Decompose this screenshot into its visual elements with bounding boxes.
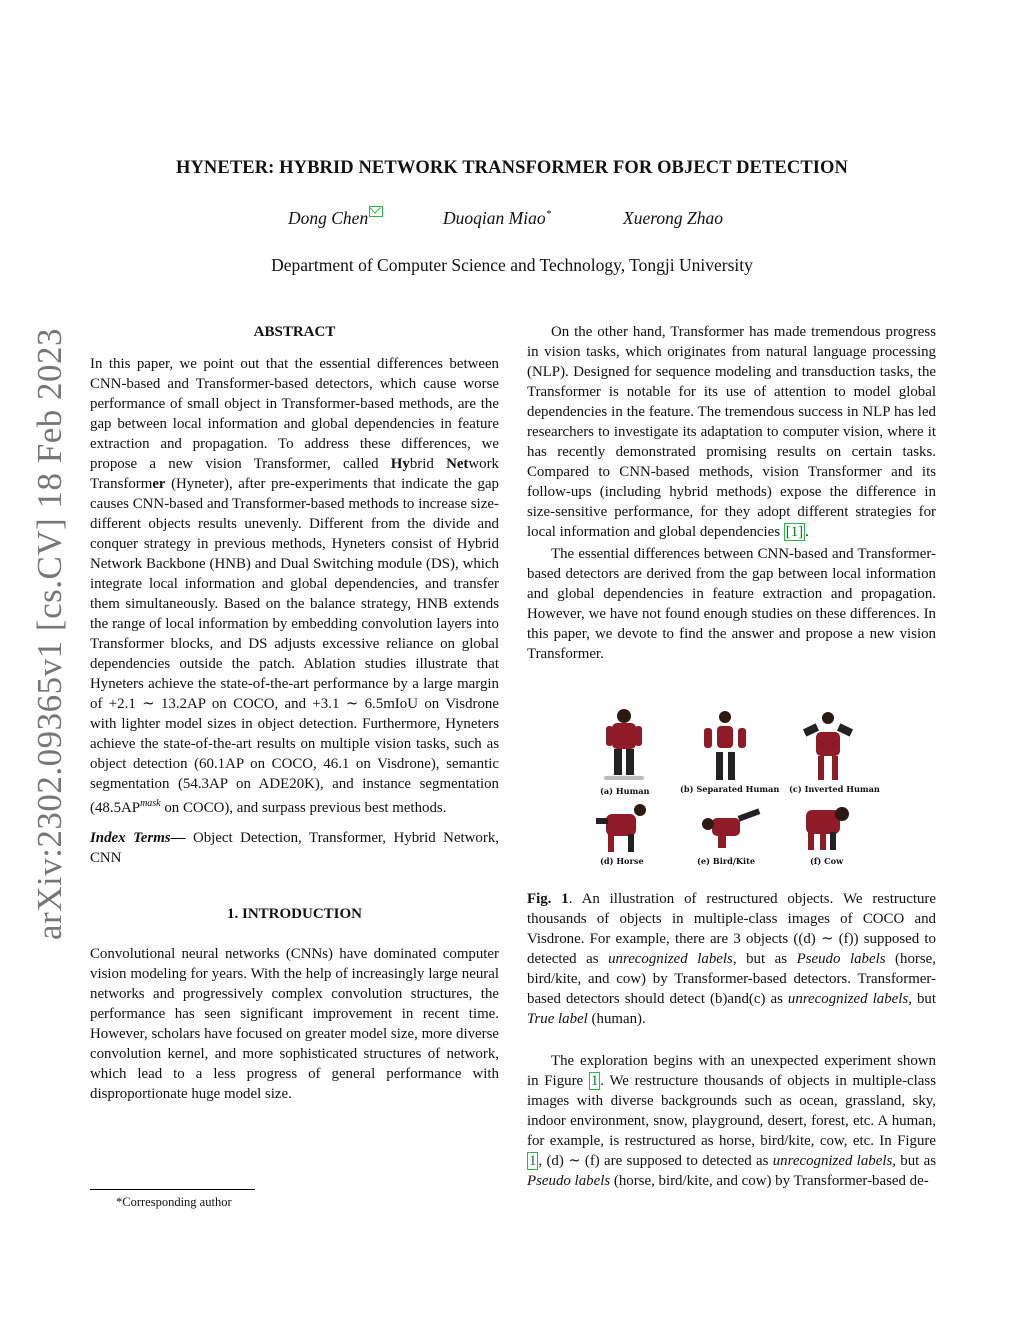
subcaption-f: (f) Cow xyxy=(810,856,844,866)
author-1-name: Dong Chen xyxy=(288,208,369,228)
figure-ref-link-2[interactable]: 1 xyxy=(529,1153,537,1169)
subcaption-b: (b) Separated Human xyxy=(680,784,780,794)
index-terms: Index Terms— Object Detection, Transformer, Hybrid Network, CNN xyxy=(90,829,500,866)
figure-caption-text: Fig. 1. An illustration of restructured objects. We restructure thousands of objects in multiple-class images of COCO and Visdrone. For example, there are 3 objects ((d) ∼ (f)) supposed to detected as unrecognized labels, but as Pseudo labels (horse, bird/kite, and cow) by Transformer-based detectors. Transformer-based detectors should detect (b)and(c) as unrecognized labels, but True label (human). xyxy=(527,891,936,1027)
footnote: *Corresponding author xyxy=(116,1195,232,1209)
intro-paragraph-3: The essential differences between CNN-based and Transformer-based detectors are derived from the gap between local information and global dependencies in feature extraction and propagation. However, we have not found enough studies on these differences. In this paper, we devote to find the answer and propose a new vision Transformer. xyxy=(527,546,936,662)
figure-image-horse xyxy=(594,800,654,856)
subcaption-c: (c) Inverted Human xyxy=(789,784,880,794)
intro-paragraph-2: On the other hand, Transformer has made tremendous progress in vision tasks, which originates from natural language processing (NLP). Designed for sequence modeling and transduction tasks, the Transformer is notable for its use of attention to model global dependencies in the feature. The tremendous success in NLP has led researchers to investigate its adaptation to computer vision, where it has recently demonstrated promising results on certain tasks. Compared to CNN-based methods, vision Transformer and its follow-ups (including hybrid methods) expose the difference in size-sensitive performance, for they adopt different strategies for local information and global dependencies [1] . xyxy=(527,324,936,540)
author-3: Xuerong Zhao xyxy=(623,208,723,228)
paper-title: HYNETER: HYBRID NETWORK TRANSFORMER FOR OBJECT DETECTION xyxy=(175,158,849,178)
figure-image-inverted-human xyxy=(798,706,858,786)
corresponding-mark: * xyxy=(545,208,552,221)
right-column-bottom xyxy=(527,1051,936,1191)
subcaption-a: (a) Human xyxy=(600,786,650,796)
footnote-rule xyxy=(90,1189,255,1190)
figure-image-bird-kite xyxy=(694,804,764,852)
figure-1-caption xyxy=(527,889,936,1029)
figure-image-separated-human xyxy=(700,708,750,786)
citation-link[interactable]: [1] xyxy=(785,524,804,540)
introduction-heading: 1. INTRODUCTION xyxy=(226,905,362,922)
abstract-text: In this paper, we point out that the essential differences between CNN-based and Transformer-based detectors, which cause worse performance of small object in Transformer-based methods, are the gap between local information and global dependencies in feature extraction and propagation. To address these differences, we propose a new vision Transformer, called Hybrid Network Transformer (Hyneter), after pre-experiments that indicate the gap causes CNN-based and Transformer-based methods to increase size-different objects results unevenly. Different from the divide and conquer strategy in previous methods, Hyneters consist of Hybrid Network Backbone (HNB) and Dual Switching module (DS), which integrate local information and global dependencies, and transfer them simultaneously. Based on the balance strategy, HNB extends the range of local information by embedding convolution layers into Transformer blocks, and DS adjusts excessive reliance on global dependencies outside the patch. Ablation studies illustrate that Hyneters achieve the state-of-the-art performance by a large margin of +2.1 ∼ 13.2AP on COCO, and +3.1 ∼ 6.5mIoU on Visdrone with lighter model sizes in object detection. Furthermore, Hyneters achieve the state-of-the-art results on multiple vision tasks, such as object detection (60.1AP on COCO, 46.1 on Visdrone), semantic segmentation (54.3AP on ADE20K), and instance segmentation ($48.5AP^{mask}$ on COCO), and surpass previous best methods. xyxy=(90,356,499,816)
author-1 xyxy=(288,208,383,229)
figure-ref-link-1[interactable]: 1 xyxy=(590,1073,599,1089)
right-column-top xyxy=(527,322,936,664)
arxiv-identifier: arXiv:2302.09365v1 [cs.CV] 18 Feb 2023 xyxy=(30,327,69,940)
figure-image-cow xyxy=(800,800,856,856)
introduction-text: Convolutional neural networks (CNNs) have dominated computer vision modeling for years. With the help of increasingly large neural networks and progressively complex convolution structures, the performance has seen significant improvement in recent time. However, scholars have focused on greater model size, more diverse convolution kernel, and more sophisticated structures of network, which lead to a less progress of general performance with disproportionate huge model size. xyxy=(90,945,499,1102)
figure-image-human xyxy=(598,706,648,786)
left-column xyxy=(90,322,499,1104)
figure-1 xyxy=(590,700,890,872)
intro-paragraph-4: The exploration begins with an unexpected experiment shown in Figure 1 . We restructure thousands of objects in multiple-class images with diverse backgrounds such as ocean, grassland, sky, indoor environment, snow, playground, desert, forest, etc. A human, for example, is restructured as horse, bird/kite, cow, etc. In Figure 1 , (d) ∼ (f) are supposed to detected as unrecognized labels, but as Pseudo labels (horse, bird/kite, and cow) by Transformer-based de- xyxy=(527,1053,937,1189)
subcaption-e: (e) Bird/Kite xyxy=(697,856,756,866)
subcaption-d: (d) Horse xyxy=(600,856,644,866)
affiliation: Department of Computer Science and Technology, Tongji University xyxy=(271,255,753,275)
abstract-heading: ABSTRACT xyxy=(253,324,336,340)
author-2 xyxy=(443,208,551,229)
email-icon[interactable] xyxy=(369,206,383,217)
author-2-name: Duoqian Miao xyxy=(443,208,546,228)
